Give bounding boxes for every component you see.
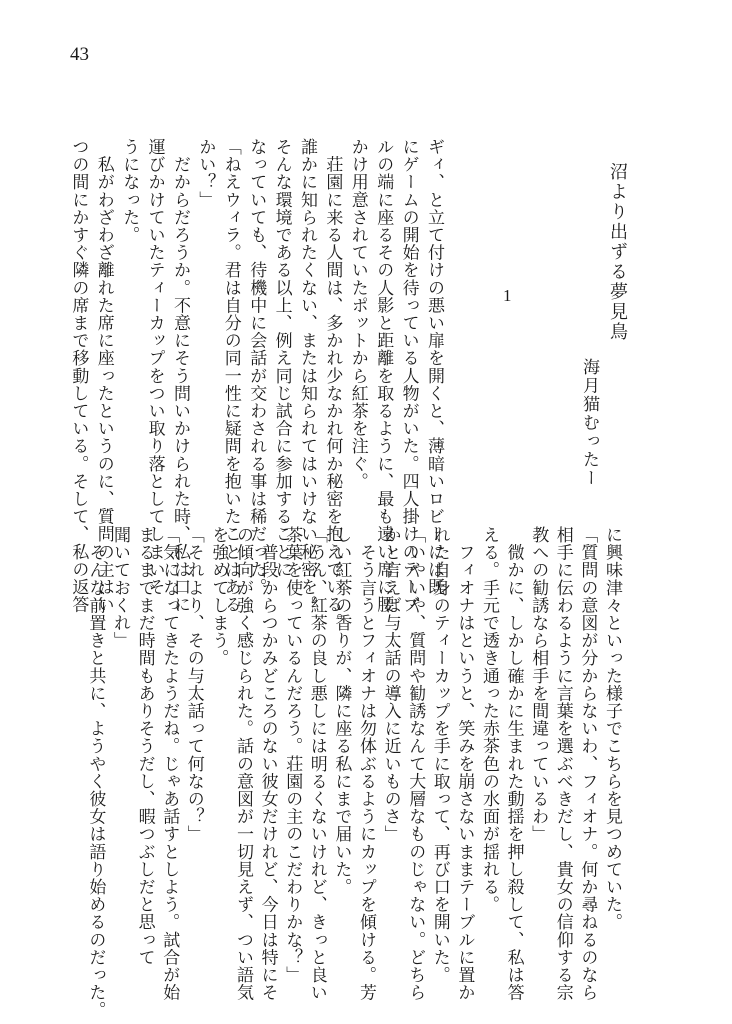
text-line: 私がわざわざ離れた席に座ったというのに、質問の主はい bbox=[93, 138, 114, 614]
text-line: 教への勧誘なら相手を間違っているわ」 bbox=[528, 526, 549, 843]
text-line: の傾向が強く感じられた。話の意図が一切見えず、つい語気 bbox=[233, 526, 253, 1002]
text-line: を強めてしまう。 bbox=[208, 526, 229, 667]
text-line: 荘園に来る人間は、多かれ少なかれ何か秘密を抱えている。 bbox=[322, 138, 343, 631]
text-line: フィオナはというと、笑みを崩さないままテーブルに置か bbox=[454, 526, 475, 1002]
text-line: そんな環境である以上、例え同じ試合に参加することに bbox=[271, 138, 292, 578]
text-line: 普段からつかみどころのない彼女だけれど、今日は特にそ bbox=[257, 526, 278, 1002]
text-line: そんな前置きと共に、ようやく彼女は語り始めるのだった。 bbox=[85, 526, 106, 1019]
chapter-number: 1 bbox=[503, 286, 512, 305]
text-line: 「質問の意図が分からないわ、フィオナ。何か尋ねるのなら bbox=[577, 526, 598, 1002]
text-line: 「それより、その与太話って何なの？」 bbox=[183, 526, 204, 843]
text-line: 聞いておくれ」 bbox=[110, 526, 130, 650]
text-line: ギィ、と立て付けの悪い扉を開くと、薄暗いロビーには既 bbox=[424, 138, 444, 596]
text-line: かと言えば与太話の導入に近いものさ」 bbox=[380, 526, 401, 843]
text-line: 微かに、しかし確かに生まれた動揺を押し殺して、私は答 bbox=[503, 526, 524, 1002]
text-line: しい紅茶の香りが、隣に座る私にまで届いた。 bbox=[331, 526, 352, 896]
text-line: かい？」 bbox=[195, 138, 216, 209]
story-title: 沼より出ずる夢見鳥 bbox=[607, 162, 628, 342]
text-line: つの間にかすぐ隣の席まで移動している。そして、私の返答 bbox=[68, 138, 89, 614]
text-line: 運びかけていたティーカップをつい取り落としてしまいそ bbox=[144, 138, 165, 596]
page-number: 43 bbox=[70, 44, 89, 65]
text-line: 誰かに知られたくない、または知られてはいけない秘密を。 bbox=[297, 138, 317, 614]
text-line: うになった。 bbox=[119, 138, 140, 244]
text-line: 「うん、紅茶の良し悪しには明るくないけれど、きっと良い bbox=[306, 526, 327, 1002]
text-line: 相手に伝わるように言葉を選ぶべきだし、貴女の信仰する宗 bbox=[552, 526, 573, 1002]
text-line: ルの端に座るその人影と距離を取るように、最も遠い席に腰 bbox=[373, 138, 394, 614]
text-line: だからだろうか。不意にそう問いかけられた時、私は口に bbox=[170, 138, 190, 614]
text-line: そう言うとフィオナは勿体ぶるようにカップを傾ける。芳 bbox=[356, 526, 376, 1002]
text-line: に興味津々といった様子でこちらを見つめていた。 bbox=[602, 526, 622, 931]
text-line: にゲームの開始を待っている人物がいた。四人掛けのテーブ bbox=[398, 138, 419, 614]
text-line: える。手元で透き通った赤茶色の水面が揺れる。 bbox=[479, 526, 499, 914]
text-line: かけ用意されていたポットから紅茶を注ぐ。 bbox=[347, 138, 368, 490]
text-line: 「気になってきたようだね。じゃあ話すとしよう。試合が始 bbox=[159, 526, 180, 1002]
text-line: 「いやいや、質問や勧誘なんて大層なものじゃない。どちら bbox=[405, 526, 426, 1002]
text-line: 茶葉を使っているんだろう。荘園の主のこだわりかな？」 bbox=[282, 526, 303, 984]
text-line: なっていても、待機中に会話が交わされる事は稀だった。 bbox=[246, 138, 267, 596]
text-line: まるまでまだ時間もありそうだし、暇つぶしだと思って bbox=[134, 526, 155, 966]
text-line: れた自身のティーカップを手に取って、再び口を開いた。 bbox=[429, 526, 450, 984]
author-name: 海月猫むったー bbox=[579, 358, 599, 488]
text-line: 「ねえウィラ。君は自分の同一性に疑問を抱いたことはある bbox=[220, 138, 241, 614]
